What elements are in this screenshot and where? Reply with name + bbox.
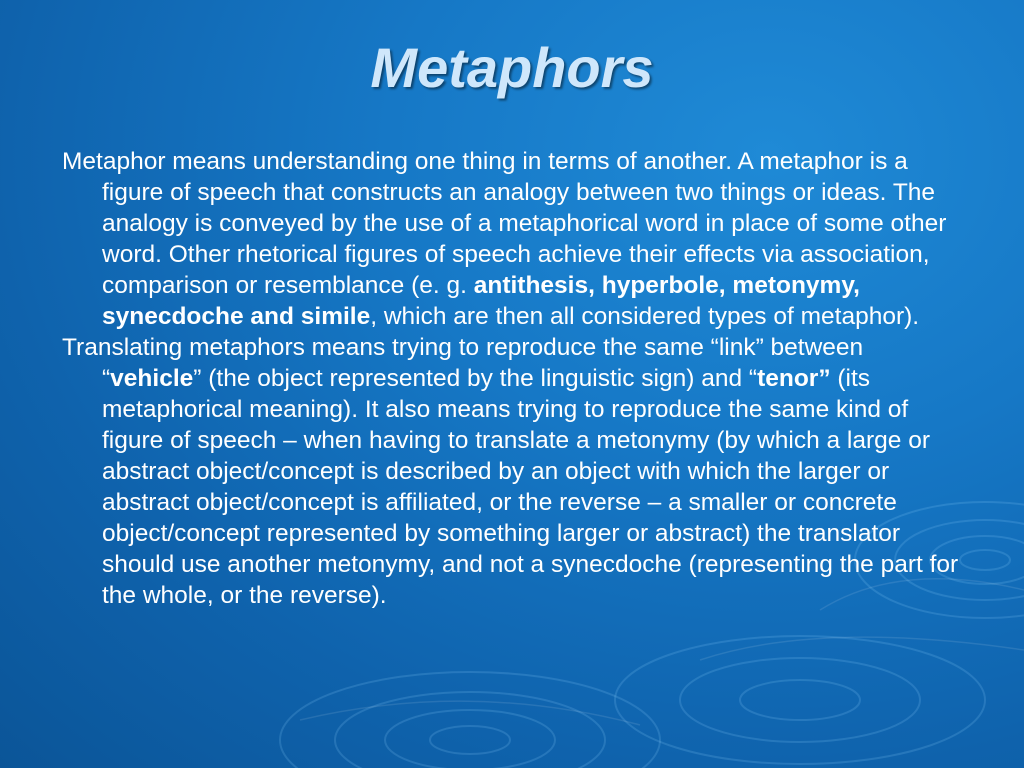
slide-body	[62, 146, 967, 611]
paragraph-translating-metaphors	[62, 332, 967, 611]
paragraph1-text-a: Metaphor means understanding one thing in terms of another. A metaphor is a figure of speech that constructs an analogy between two things or ideas. The analogy is conveyed by the use of a metaphorical word in place of some other word. Other rhetorical figures of speech achieve their effects via association, comparison or resemblance (e. g.	[62, 148, 947, 299]
paragraph2-text-a: Translating metaphors means trying to reproduce the same “link” between “	[62, 334, 864, 392]
paragraph2-bold-vehicle: vehicle	[110, 365, 194, 392]
paragraph1-bold-terms: antithesis, hyperbole, metonymy, synecdoche and simile	[102, 272, 860, 330]
paragraph2-text-b: ” (the object represented by the linguistic sign) and “	[193, 365, 758, 392]
paragraph-metaphor-definition	[62, 146, 967, 332]
paragraph1-text-b: , which are then all considered types of metaphor).	[370, 303, 920, 330]
paragraph2-bold-tenor: tenor”	[757, 365, 831, 392]
slide-title: Metaphors	[370, 36, 654, 99]
paragraph2-text-c: (its metaphorical meaning). It also means trying to reproduce the same kind of figure of speech – when having to translate a metonymy (by which a large or abstract object/concept is described by an object with which the larger or abstract object/concept is affiliated, or the reverse – a smaller or concrete object/concept represented by something larger or abstract) the translator should use another metonymy, and not a synecdoche (representing the part for the whole, or the reverse).	[102, 365, 959, 609]
